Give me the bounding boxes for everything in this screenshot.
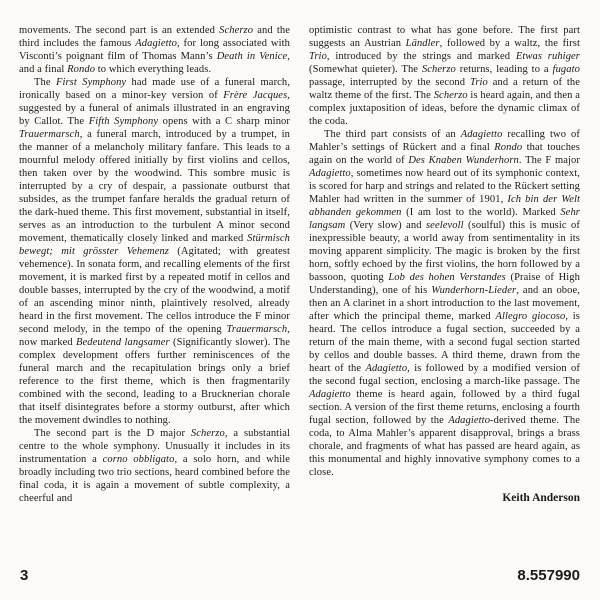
text-run: , is heard. The cellos introduce a fugal section, succeeded by a return of the main theme, with a second fugal section started by cellos and double basses. A third theme, drawn from the heart of the bbox=[309, 311, 580, 374]
text-run: Rondo bbox=[67, 64, 96, 75]
text-run: Stürmisch bewegt; mit grösster Vehemenz bbox=[19, 233, 290, 257]
text-run: , a substantial centre to the whole symphony. Unusually it includes in its instrumentation a bbox=[19, 428, 290, 465]
text-run: Adagietto bbox=[309, 389, 351, 400]
right-column-text bbox=[309, 24, 580, 479]
text-run: optimistic contrast to what has gone before. The first part suggests an Austrian bbox=[309, 25, 580, 49]
paragraph bbox=[309, 24, 580, 128]
paragraph bbox=[19, 76, 290, 427]
text-run: , for long associated with Visconti’s poignant film of Thomas Mann’s bbox=[19, 38, 290, 62]
page-number: 3 bbox=[20, 567, 29, 584]
text-run: (Agitated; with greatest vehemence). In sonata form, and recalling elements of the first movement, it is marked first by a repeated motif in cellos and double basses, interrupted by the cry of the woodwind, a motif of an ascending minor ninth, plaintively resolved, already heard in the first movement. The cellos introduce the F minor second melody, in the tempo of the opening bbox=[19, 246, 290, 335]
text-run: Rondo bbox=[494, 142, 523, 153]
text-run: (Praise of High Understanding), one of his bbox=[309, 272, 580, 296]
text-run: , now marked bbox=[19, 324, 290, 348]
text-run: First Symphony bbox=[55, 77, 127, 88]
paragraph bbox=[19, 427, 290, 505]
text-run: Fifth Symphony bbox=[88, 116, 159, 127]
text-run: Trio bbox=[469, 77, 488, 88]
text-run: (Significantly slower). The complex development offers further reminiscences of the funeral march and the recapitulation brings only a brief reference to the first theme, which is then fragmentarily combined with the second, leading to a Brucknerian chorale that itself disintegrates before a stormy outburst, after which the movement dwindles to nothing. bbox=[19, 337, 290, 426]
text-run: Etwas ruhiger bbox=[515, 51, 580, 62]
text-run: Scherzo bbox=[421, 64, 456, 75]
text-run: Adagietto bbox=[460, 129, 503, 140]
text-run: , introduced by the strings and marked bbox=[326, 51, 516, 62]
text-run: and the third includes the famous bbox=[19, 25, 290, 49]
text-run: (I am lost to the world). Marked bbox=[401, 207, 561, 218]
text-run: Trauermarsch bbox=[19, 129, 80, 140]
text-run: and a return of the waltz theme of the first. The bbox=[309, 77, 580, 101]
text-run: , followed by a waltz, the first bbox=[439, 38, 580, 49]
author-byline: Keith Anderson bbox=[502, 492, 580, 504]
text-run: theme is heard again, followed by a third fugal section. A version of the first theme returns, enclosing a fourth fugal section, followed by the bbox=[309, 389, 580, 426]
text-run: Adagietto bbox=[135, 38, 177, 49]
text-run: opens with a C sharp minor bbox=[158, 116, 290, 127]
text-run: to which everything leads. bbox=[95, 64, 212, 75]
text-run: Scherzo bbox=[219, 25, 254, 36]
text-run: recalling two of Mahler’s settings of Rückert and a final bbox=[309, 129, 580, 153]
text-run: had made use of a funeral march, ironically based on a minor-key version of bbox=[19, 77, 290, 101]
text-run: is heard again, and then a complex juxtaposition of ideas, before the dynamic climax of the coda. bbox=[309, 90, 580, 127]
text-run: The bbox=[34, 77, 56, 88]
text-run: returns, leading to a bbox=[455, 64, 553, 75]
text-run: , suggested by a funeral of animals illustrated in an engraving by Callot. The bbox=[19, 90, 290, 127]
left-column bbox=[19, 24, 290, 564]
text-run: Scherzo bbox=[433, 90, 468, 101]
right-column bbox=[309, 24, 580, 564]
text-run: , a solo horn, and while broadly including two trio sections, heard combined before the final coda, it is again a movement of subtle complexity, a cheerful and bbox=[19, 454, 290, 504]
text-run: passage, interrupted by the second bbox=[309, 77, 470, 88]
text-run: -derived theme. The coda, to Alma Mahler’s apparent disapproval, brings a brass chorale, and fragments of what has passed are heard again, as this monumental and highly innovative symphony comes to a close. bbox=[309, 415, 580, 478]
text-run: , and a final bbox=[19, 51, 290, 75]
text-run: , a funeral march, introduced by a trumpet, in the manner of a melancholy military fanfare. This leads to a mournful melody offered initially by first violins and cellos, then taken over by the woodwind. This sombre music is interrupted by a cry of despair, a passionate outburst that subsides, as the trumpet fanfare heralds the gradual return of the dark-hued theme. This first movement, substantial in itself, serves as an introduction to the turbulent A minor second movement, thematically closely linked and marked bbox=[19, 129, 290, 244]
text-run: Lob des hohen Verstandes bbox=[388, 272, 506, 283]
text-run: Sehr langsam bbox=[309, 207, 580, 231]
text-run: Scherzo bbox=[190, 428, 225, 439]
paragraph bbox=[19, 24, 290, 76]
page-footer bbox=[20, 567, 580, 584]
text-run: (soulful) this is music of inexpressible beauty, a world away from sentimentality in its moving apparent simplicity. The magic is broken by the first horn, softly echoed by the first violins, the horn followed by a bassoon, quoting bbox=[309, 220, 580, 283]
text-run: Allegro giocoso bbox=[495, 311, 566, 322]
text-run: Ländler bbox=[405, 38, 440, 49]
text-run: Death in Venice bbox=[216, 51, 288, 62]
text-run: Trauermarsch bbox=[226, 324, 288, 335]
text-columns bbox=[19, 24, 580, 564]
text-run: Trio bbox=[309, 51, 327, 62]
paragraph bbox=[309, 128, 580, 479]
text-run: Adagietto bbox=[309, 168, 351, 179]
text-run: fugato bbox=[552, 64, 580, 75]
text-run: The third part consists of an bbox=[324, 129, 461, 140]
text-run: Wunderhorn-Lieder bbox=[431, 285, 517, 296]
text-run: , is followed by a modified version of the second fugal section, enclosing a march-like passage. The bbox=[309, 363, 580, 387]
text-run: Bedeutend langsamer bbox=[76, 337, 170, 348]
text-run: corno obbligato bbox=[102, 454, 175, 465]
text-run: (Very slow) and bbox=[345, 220, 426, 231]
text-run: , and an oboe, then an A clarinet in a short introduction to the last movement, after which the principal theme, marked bbox=[309, 285, 580, 322]
catalog-number: 8.557990 bbox=[517, 567, 580, 584]
text-run: seelevoll bbox=[426, 220, 464, 231]
text-run: Ich bin der Welt abhanden gekommen bbox=[309, 194, 580, 218]
text-run: , sometimes now heard out of its symphonic context, is scored for harp and strings and related to the Rückert setting Mahler had written in the summer of 1901, bbox=[309, 168, 580, 205]
text-run: The second part is the D major bbox=[34, 428, 191, 439]
text-run: movements. The second part is an extended bbox=[19, 25, 220, 36]
text-run: Adagietto bbox=[365, 363, 408, 374]
text-run: . The F major bbox=[518, 155, 580, 166]
text-run: (Somewhat quieter). The bbox=[309, 64, 422, 75]
text-run: Adagietto bbox=[448, 415, 491, 426]
text-run: Frère Jacques bbox=[223, 90, 288, 101]
text-run: Des Knaben Wunderhorn bbox=[408, 155, 519, 166]
text-run: that touches again on the world of bbox=[309, 142, 580, 166]
